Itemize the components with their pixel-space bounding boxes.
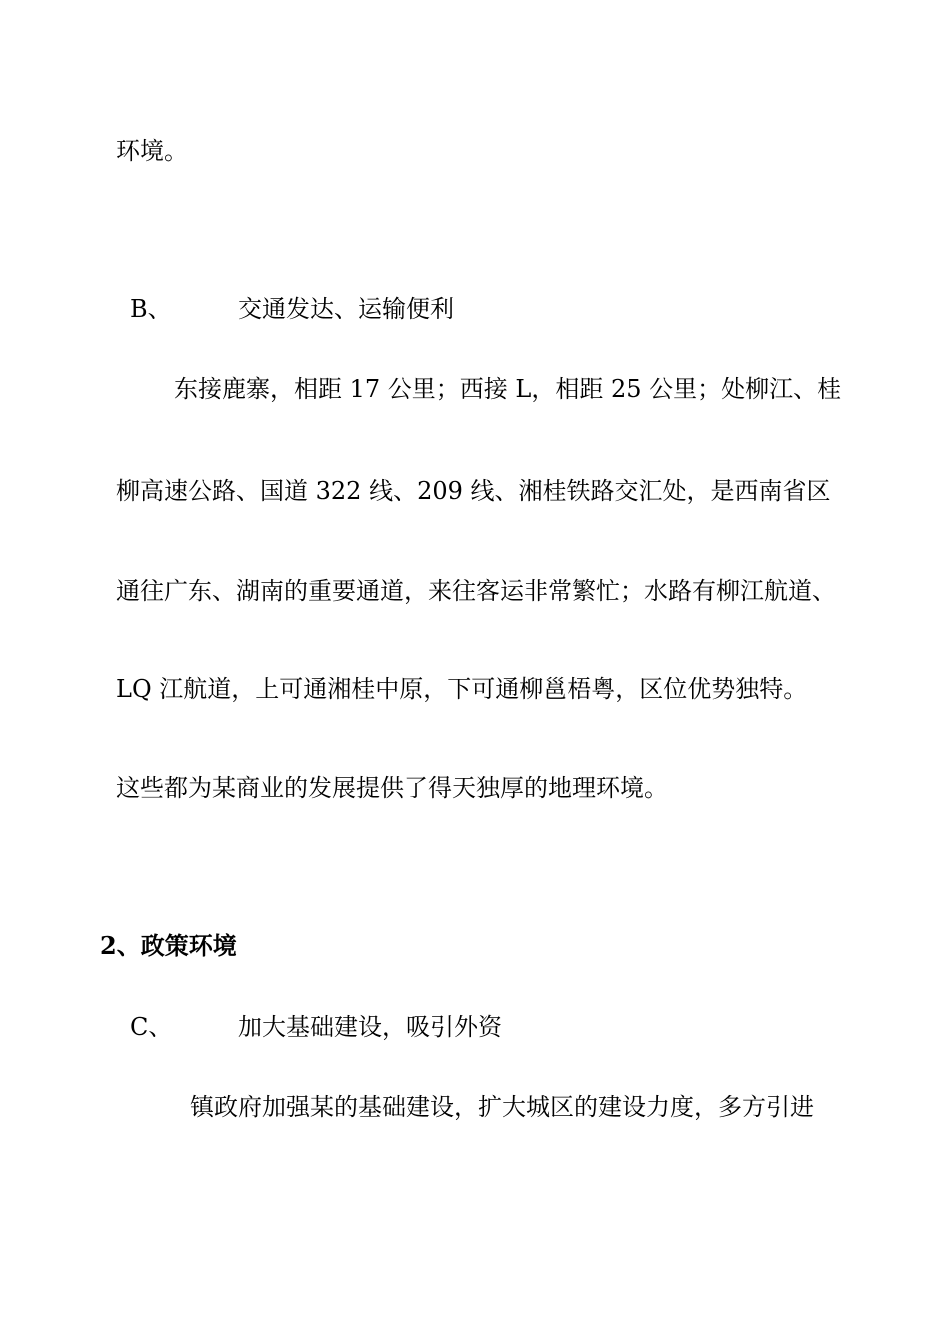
body-text-line: LQ 江航道，上可通湘桂中原，下可通柳邕梧粤，区位优势独特。	[116, 675, 808, 703]
list-marker-c: C、	[130, 1013, 173, 1041]
body-text-line: 镇政府加强某的基础建设，扩大城区的建设力度，多方引进	[190, 1093, 814, 1121]
body-text-line: 通往广东、湖南的重要通道，来往客运非常繁忙；水路有柳江航道、	[116, 577, 836, 605]
list-marker-b: B、	[130, 295, 172, 323]
body-text-line: 柳高速公路、国道 322 线、209 线、湘桂铁路交汇处，是西南省区	[116, 477, 831, 505]
subheading-transport: 交通发达、运输便利	[238, 295, 454, 323]
paragraph-tail-line: 环境。	[116, 137, 188, 165]
subheading-infrastructure: 加大基础建设，吸引外资	[238, 1013, 502, 1041]
body-text-line: 东接鹿寨，相距 17 公里；西接 L，相距 25 公里；处柳江、桂	[174, 375, 842, 403]
section-heading-policy: 2、政策环境	[100, 931, 237, 960]
body-text-line: 这些都为某商业的发展提供了得天独厚的地理环境。	[116, 774, 668, 802]
